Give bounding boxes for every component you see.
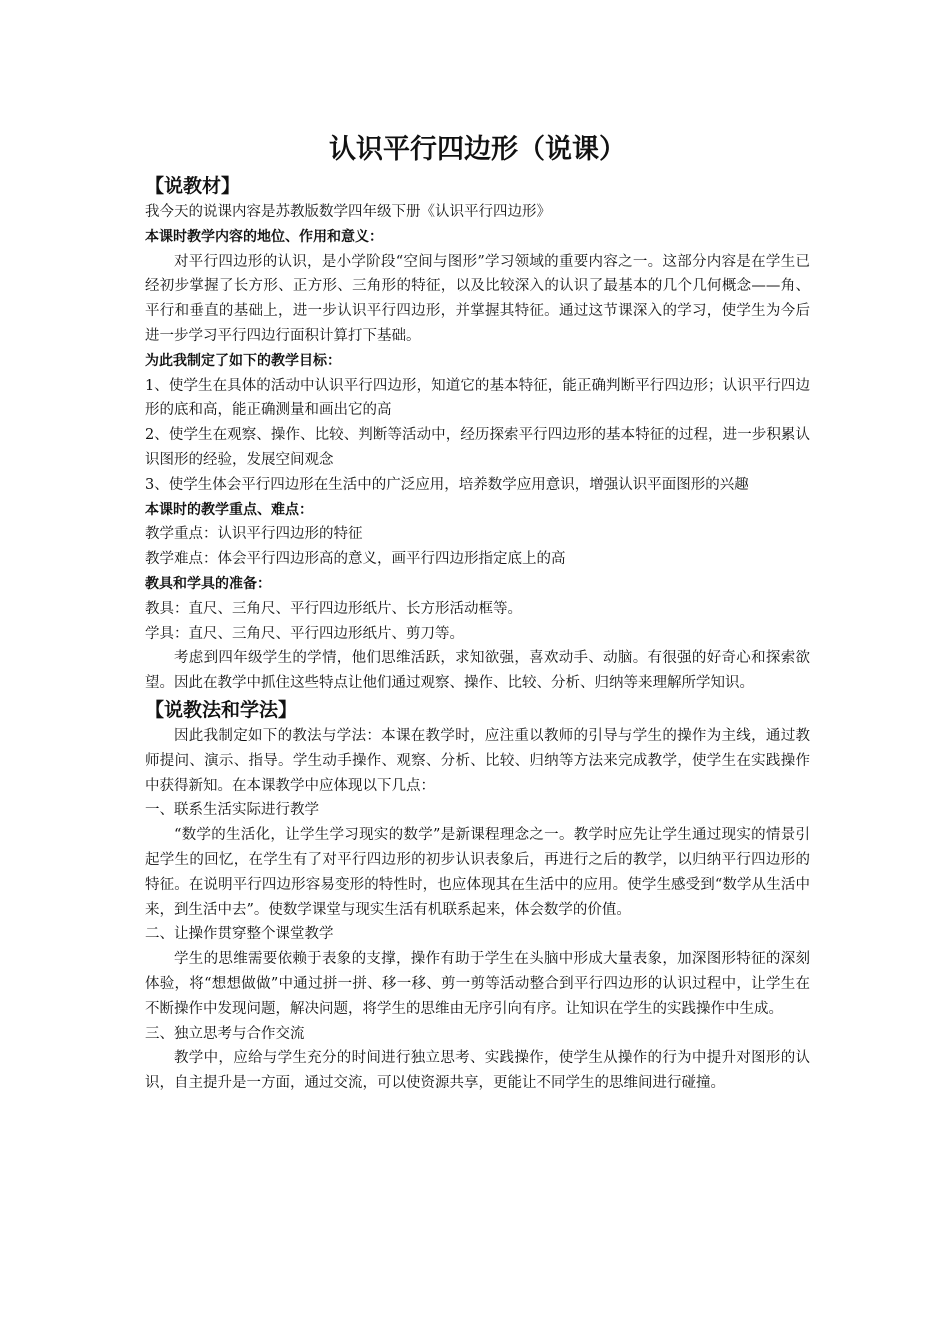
subheading-status: 本课时教学内容的地位、作用和意义： xyxy=(145,228,383,245)
paragraph-lesson-content: 我今天的说课内容是苏教版数学四年级下册《认识平行四边形》 xyxy=(145,204,551,220)
goal-1: 1、使学生在具体的活动中认识平行四边形，知道它的基本特征，能正确判断平行四边形；认识平行四边形的底和高，能正确测量和画出它的高 xyxy=(145,377,810,419)
paragraph-methods: 因此我制定如下的教法与学法：本课在教学时，应注重以教师的引导与学生的操作为主线，通过教师提问、演示、指导。学生动手操作、观察、分析、比较、归纳等方法来完成教学，使学生在实践操作中获得新知。在本课教学中应体现以下几点： xyxy=(145,727,810,794)
goal-3: 3、使学生体会平行四边形在生活中的广泛应用，培养数学应用意识，增强认识平面图形的兴趣 xyxy=(145,476,749,493)
subheading-goals: 为此我制定了如下的教学目标： xyxy=(145,352,341,369)
point-1-heading: 一、联系生活实际进行教学 xyxy=(145,802,319,819)
paragraph-status: 对平行四边形的认识，是小学阶段“空间与图形”学习领域的重要内容之一。这部分内容是在学生已经初步掌握了长方形、正方形、三角形的特征，以及比较深入的认识了最基本的几个几何概念——角、平行和垂直的基础上，进一步认识平行四边形，并掌握其特征。通过这节课深入的学习，使学生为今后进一步学习平行四边行面积计算打下基础。 xyxy=(145,253,810,344)
teacher-tools: 教具：直尺、三角尺、平行四边形纸片、长方形活动框等。 xyxy=(145,600,522,617)
key-point: 教学重点：认识平行四边形的特征 xyxy=(145,526,363,543)
point-3-heading: 三、独立思考与合作交流 xyxy=(145,1025,305,1042)
document-title: 认识平行四边形（说课） xyxy=(329,134,626,165)
paragraph-student-situation: 考虑到四年级学生的学情，他们思维活跃，求知欲强，喜欢动手、动脑。有很强的好奇心和探索欲望。因此在教学中抓住这些特点让他们通过观察、操作、比较、分析、归纳等来理解所学知识。 xyxy=(145,650,810,692)
difficult-point: 教学难点：体会平行四边形高的意义，画平行四边形指定底上的高 xyxy=(145,551,566,568)
section-heading-textbook: 【说教材】 xyxy=(145,175,241,197)
subheading-tools: 教具和学具的准备： xyxy=(145,575,271,592)
point-2-heading: 二、让操作贯穿整个课堂教学 xyxy=(145,926,334,943)
student-tools: 学具：直尺、三角尺、平行四边形纸片、剪刀等。 xyxy=(145,625,464,642)
goal-2: 2、使学生在观察、操作、比较、判断等活动中，经历探索平行四边形的基本特征的过程，进一步积累认识图形的经验，发展空间观念 xyxy=(145,427,810,468)
point-2-body: 学生的思维需要依赖于表象的支撑，操作有助于学生在头脑中形成大量表象，加深图形特征的深刻体验，将“想想做做”中通过拼一拼、移一移、剪一剪等活动整合到平行四边形的认识过程中，让学生在不断操作中发现问题，解决问题，将学生的思维由无序引向有序。让知识在学生的实践操作中生成。 xyxy=(145,951,810,1017)
point-1-body: “数学的生活化，让学生学习现实的数学”是新课程理念之一。教学时应先让学生通过现实的情景引起学生的回忆，在学生有了对平行四边形的初步认识表象后，再进行之后的教学，以归纳平行四边形的特征。在说明平行四边形容易变形的特性时，也应体现其在生活中的应用。使学生感受到“数学从生活中来，到生活中去”。使数学课堂与现实生活有机联系起来，体会数学的价值。 xyxy=(145,827,810,918)
point-3-body: 教学中，应给与学生充分的时间进行独立思考、实践操作，使学生从操作的行为中提升对图形的认识，自主提升是一方面，通过交流，可以使资源共享，更能让不同学生的思维间进行碰撞。 xyxy=(145,1050,810,1092)
subheading-key-points: 本课时的教学重点、难点： xyxy=(145,501,313,518)
section-heading-methods: 【说教法和学法】 xyxy=(145,698,298,721)
